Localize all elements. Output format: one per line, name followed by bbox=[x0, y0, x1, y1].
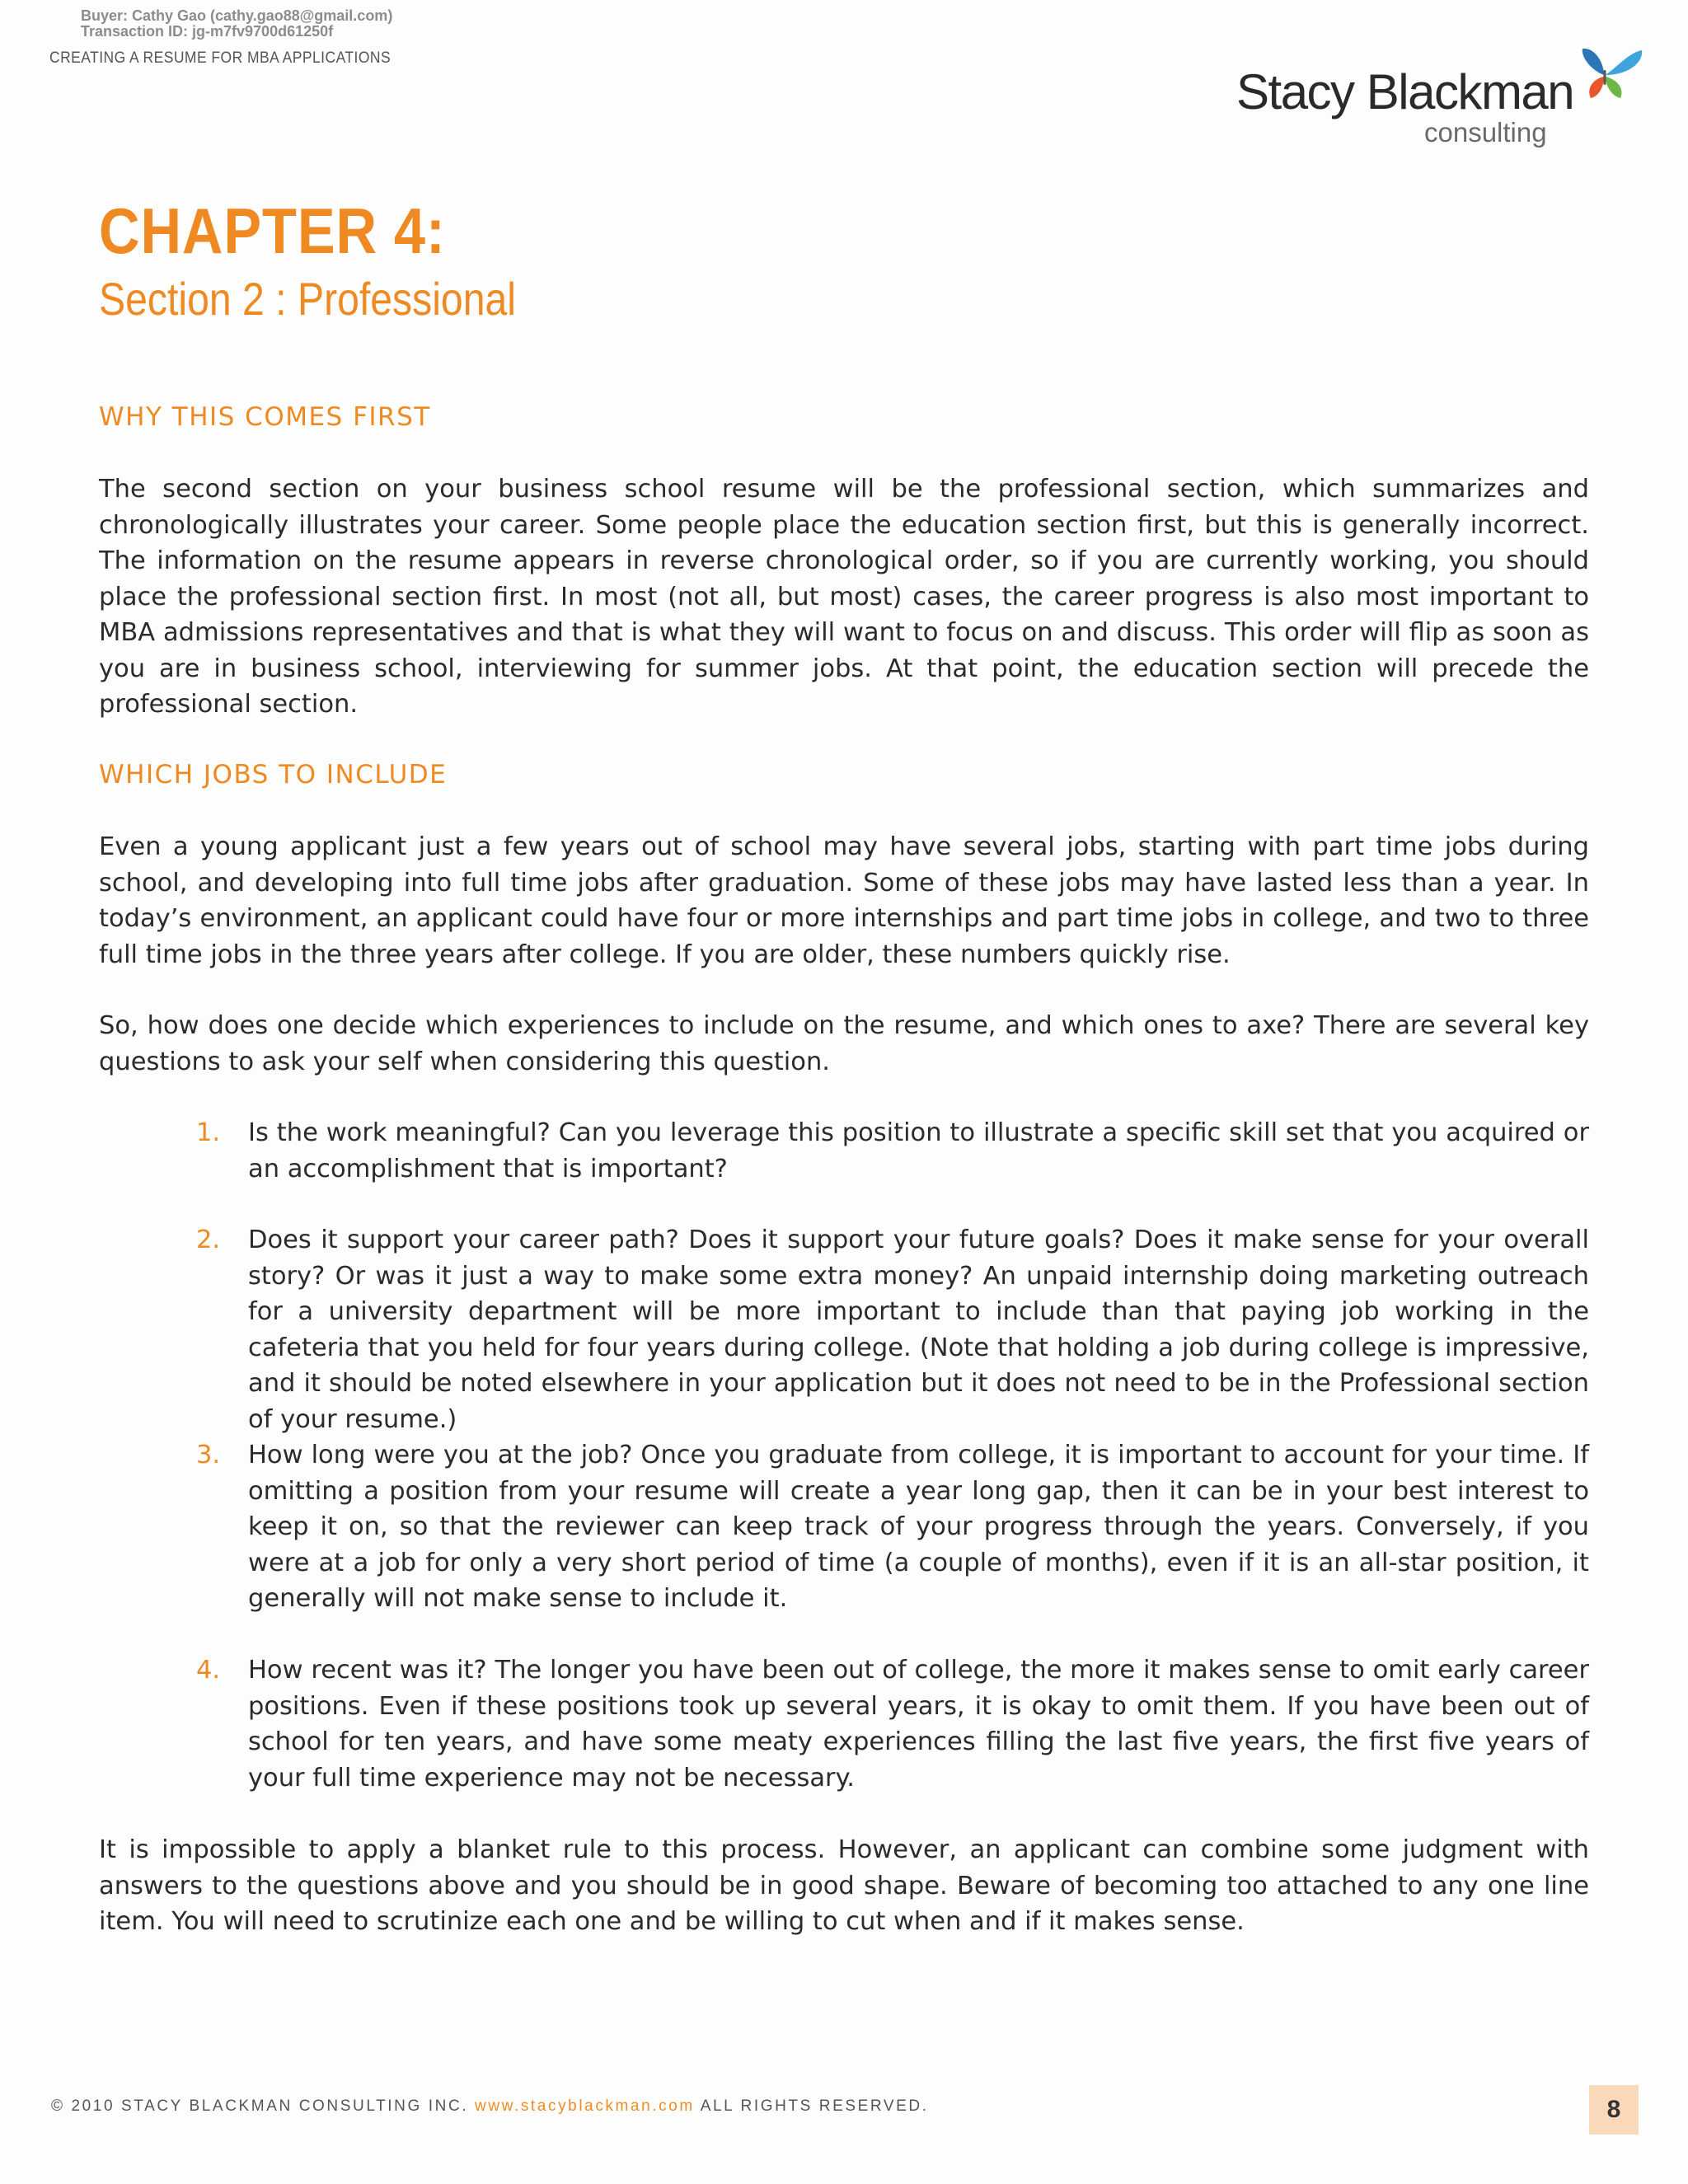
list-text: How long were you at the job? Once you graduate from college, it is important to account for your time. If omitting a position from your resume will create a year long gap, then it can be in your best interest to keep it on, so that the reviewer can keep track of your progress through the years. Conversely, if you were at a job for only a very short period of time (a couple of months), even if it is an all-star position, it generally will not make sense to include it. bbox=[248, 1441, 1589, 1613]
list-number: 2. bbox=[196, 1226, 221, 1254]
butterfly-logo-icon bbox=[1566, 45, 1644, 110]
page-number-badge: 8 bbox=[1589, 2085, 1639, 2135]
paragraph-closing: It is impossible to apply a blanket rule to this process. However, an applicant can combine some judgment with answers to the questions above and you should be in good shape. Beware of becoming too attached to any one line item. You will need to scrutinize each one and be willing to cut when and if it makes sense. bbox=[99, 1835, 1589, 1936]
watermark-buyer: Buyer: Cathy Gao (cathy.gao88@gmail.com) bbox=[81, 7, 393, 24]
document-header-title: CREATING A RESUME FOR MBA APPLICATIONS bbox=[49, 49, 392, 67]
chapter-title: CHAPTER 4: bbox=[99, 194, 446, 267]
paragraph-young-applicant: Even a young applicant just a few years out of school may have several jobs, starting with part time jobs during school, and developing into full time jobs after graduation. Some of these jobs may have lasted less than a year. In today’s environment, an applicant could have four or more internships and part time jobs in college, and two to three full time jobs in the three years after college. If you are older, these numbers quickly rise. bbox=[99, 832, 1589, 969]
list-text: Is the work meaningful? Can you leverage this position to illustrate a specific skill set that you acquired or an accomplishment that is important? bbox=[248, 1118, 1589, 1183]
heading-which-jobs: WHICH JOBS TO INCLUDE bbox=[99, 760, 448, 790]
list-number: 3. bbox=[196, 1441, 221, 1469]
page-footer bbox=[51, 2097, 929, 2116]
footer-copyright: © 2010 STACY BLACKMAN CONSULTING INC. bbox=[51, 2097, 469, 2115]
company-logo bbox=[1236, 45, 1648, 152]
footer-rights: ALL RIGHTS RESERVED. bbox=[700, 2097, 929, 2115]
list-text: Does it support your career path? Does it support your future goals? Does it make sense for your overall story? Or was it just a way to make some extra money? An unpaid internship doing marketing outreach for a university department will be more important to include than that paying job working in the cafeteria that you held for four years during college. (Note that holding a job during college is impressive, and it should be noted elsewhere in your application but it does not need to be in the Professional section of your resume.) bbox=[248, 1226, 1589, 1434]
heading-why-this-comes-first: WHY THIS COMES FIRST bbox=[99, 402, 431, 432]
section-title: Section 2 : Professional bbox=[99, 273, 516, 325]
buyer-watermark bbox=[81, 8, 392, 40]
list-text: How recent was it? The longer you have been out of college, the more it makes sense to omit early career positions. Even if these positions took up several years, it is okay to omit them. If you have been out of school for ten years, and have some meaty experiences filling the last five years, the first five years of your full time experience may not be necessary. bbox=[248, 1656, 1589, 1793]
list-number: 4. bbox=[196, 1656, 221, 1685]
paragraph-why-first: The second section on your business school resume will be the professional section, which summarizes and chronologically illustrates your career. Some people place the education section first, but this is generally incorrect. The information on the resume appears in reverse chronological order, so if you are currently working, you should place the professional section first. In most (not all, but most) cases, the career progress is also most important to MBA admissions representatives and that is what they will want to focus on and discuss. This order will flip as soon as you are in business school, interviewing for summer jobs. At that point, the education section will precede the professional section. bbox=[99, 475, 1589, 719]
paragraph-how-decide: So, how does one decide which experiences to include on the resume, and which ones to axe? There are several key questions to ask your self when considering this question. bbox=[99, 1011, 1589, 1076]
footer-website-link[interactable]: www.stacyblackman.com bbox=[475, 2097, 695, 2115]
logo-name: Stacy Blackman bbox=[1236, 64, 1574, 120]
watermark-transaction: Transaction ID: jg-m7fv9700d61250f bbox=[81, 23, 334, 40]
list-number: 1. bbox=[196, 1118, 221, 1147]
logo-subtitle: consulting bbox=[1424, 117, 1547, 148]
